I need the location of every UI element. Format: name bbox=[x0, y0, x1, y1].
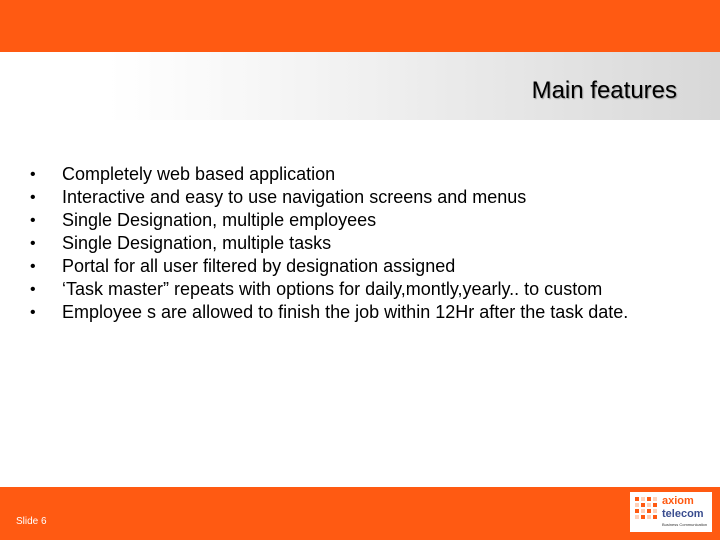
bullet-text: Portal for all user filtered by designation assigned bbox=[62, 256, 456, 276]
bottom-orange-band bbox=[0, 487, 720, 540]
logo-tagline: Business Communication bbox=[662, 522, 708, 527]
axiom-telecom-logo bbox=[630, 492, 712, 532]
bullet-icon: • bbox=[30, 235, 36, 252]
bullet-icon: • bbox=[30, 166, 36, 183]
bullet-item bbox=[30, 209, 680, 232]
logo-grid-icon bbox=[635, 497, 657, 525]
bullet-text: Single Designation, multiple tasks bbox=[62, 233, 332, 253]
bullet-item bbox=[30, 232, 680, 255]
bullet-item bbox=[30, 301, 680, 324]
bullet-icon: • bbox=[30, 212, 36, 229]
logo-text-telecom: telecom bbox=[662, 508, 704, 520]
bullet-icon: • bbox=[30, 258, 36, 275]
bullet-item bbox=[30, 186, 680, 209]
bullet-item bbox=[30, 163, 680, 186]
bullet-icon: • bbox=[30, 281, 36, 298]
bullet-text: Employee s are allowed to finish the job within 12Hr after the task date. bbox=[62, 302, 629, 322]
logo-text-axiom: axiom bbox=[662, 495, 694, 507]
bullet-item bbox=[30, 278, 680, 301]
top-orange-band bbox=[0, 0, 720, 52]
bullet-list bbox=[30, 163, 680, 324]
bullet-icon: • bbox=[30, 304, 36, 321]
bullet-icon: • bbox=[30, 189, 36, 206]
slide-number: Slide 6 bbox=[16, 516, 47, 527]
bullet-text: ‘Task master” repeats with options for daily,montly,yearly.. to custom bbox=[62, 279, 603, 299]
bullet-item bbox=[30, 255, 680, 278]
bullet-text: Interactive and easy to use navigation screens and menus bbox=[62, 187, 527, 207]
bullet-text: Single Designation, multiple employees bbox=[62, 210, 377, 230]
bullet-text: Completely web based application bbox=[62, 164, 336, 184]
slide-title: Main features bbox=[531, 77, 677, 104]
